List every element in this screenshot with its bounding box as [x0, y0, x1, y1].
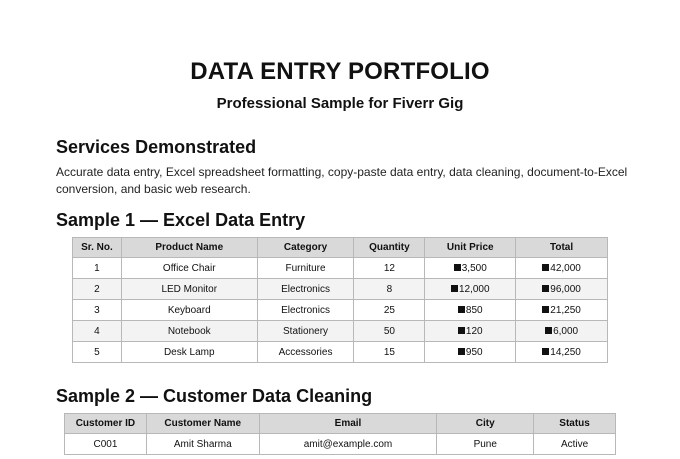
- unit-price-value: 12,000: [458, 283, 490, 295]
- sample1-heading: Sample 1 — Excel Data Entry: [56, 210, 306, 230]
- table-row: [65, 434, 616, 455]
- cell-sr-no: 5: [73, 342, 122, 363]
- cell-status: Active: [534, 434, 616, 455]
- currency-glyph-icon: [542, 264, 549, 271]
- cell-total: [516, 342, 608, 363]
- currency-glyph-icon: [458, 327, 465, 334]
- column-header-unit-price: Unit Price: [425, 238, 516, 258]
- table-row: [73, 321, 608, 342]
- cell-category: Stationery: [257, 321, 354, 342]
- column-header-sr-no: Sr. No.: [73, 238, 122, 258]
- cell-sr-no: 2: [73, 279, 122, 300]
- total-value: 42,000: [550, 262, 581, 274]
- column-header-customer-name: Customer Name: [146, 414, 259, 434]
- sample2-table: [64, 413, 616, 455]
- total-value: 14,250: [550, 346, 581, 358]
- column-header-customer-id: Customer ID: [65, 414, 147, 434]
- column-header-email: Email: [259, 414, 437, 434]
- cell-quantity: 25: [354, 300, 425, 321]
- services-heading: Services Demonstrated: [56, 137, 257, 157]
- cell-category: Furniture: [257, 258, 354, 279]
- currency-glyph-icon: [542, 348, 549, 355]
- cell-sr-no: 4: [73, 321, 122, 342]
- unit-price-value: 850: [465, 304, 483, 316]
- column-header-category: Category: [257, 238, 354, 258]
- table-row: [73, 258, 608, 279]
- currency-glyph-icon: [451, 285, 458, 292]
- table-header-row: [65, 414, 616, 434]
- currency-glyph-icon: [458, 306, 465, 313]
- cell-product-name: Notebook: [121, 321, 257, 342]
- page-subtitle: Professional Sample for Fiverr Gig: [216, 95, 464, 112]
- cell-total: [516, 279, 608, 300]
- cell-total: [516, 321, 608, 342]
- total-value: 21,250: [550, 304, 581, 316]
- cell-email: amit@example.com: [259, 434, 437, 455]
- column-header-total: Total: [516, 238, 608, 258]
- cell-quantity: 12: [354, 258, 425, 279]
- table-header-row: [73, 238, 608, 258]
- cell-product-name: Office Chair: [121, 258, 257, 279]
- sample1-table: [72, 237, 608, 363]
- column-header-product-name: Product Name: [121, 238, 257, 258]
- cell-unit-price: [425, 279, 516, 300]
- cell-city: Pune: [437, 434, 534, 455]
- currency-glyph-icon: [542, 285, 549, 292]
- unit-price-value: 120: [465, 325, 483, 337]
- total-value: 6,000: [553, 325, 579, 337]
- cell-total: [516, 300, 608, 321]
- currency-glyph-icon: [458, 348, 465, 355]
- table-row: [73, 279, 608, 300]
- column-header-status: Status: [534, 414, 616, 434]
- services-description: Accurate data entry, Excel spreadsheet formatting, copy-paste data entry, data cleaning, document-to-Excel conversion, and basic web research.: [56, 165, 628, 196]
- cell-category: Electronics: [257, 300, 354, 321]
- cell-unit-price: [425, 300, 516, 321]
- cell-customer-id: C001: [65, 434, 147, 455]
- cell-category: Electronics: [257, 279, 354, 300]
- currency-glyph-icon: [454, 264, 461, 271]
- cell-product-name: Keyboard: [121, 300, 257, 321]
- total-value: 96,000: [550, 283, 581, 295]
- cell-quantity: 8: [354, 279, 425, 300]
- unit-price-value: 3,500: [461, 262, 487, 274]
- table-row: [73, 300, 608, 321]
- cell-product-name: Desk Lamp: [121, 342, 257, 363]
- cell-quantity: 50: [354, 321, 425, 342]
- cell-category: Accessories: [257, 342, 354, 363]
- currency-glyph-icon: [542, 306, 549, 313]
- cell-total: [516, 258, 608, 279]
- cell-unit-price: [425, 342, 516, 363]
- unit-price-value: 950: [465, 346, 483, 358]
- column-header-quantity: Quantity: [354, 238, 425, 258]
- cell-unit-price: [425, 321, 516, 342]
- currency-glyph-icon: [545, 327, 552, 334]
- page-title: DATA ENTRY PORTFOLIO: [190, 58, 490, 85]
- cell-customer-name: Amit Sharma: [146, 434, 259, 455]
- cell-quantity: 15: [354, 342, 425, 363]
- sample2-heading: Sample 2 — Customer Data Cleaning: [56, 386, 373, 406]
- cell-sr-no: 1: [73, 258, 122, 279]
- cell-product-name: LED Monitor: [121, 279, 257, 300]
- column-header-city: City: [437, 414, 534, 434]
- cell-sr-no: 3: [73, 300, 122, 321]
- cell-unit-price: [425, 258, 516, 279]
- table-row: [73, 342, 608, 363]
